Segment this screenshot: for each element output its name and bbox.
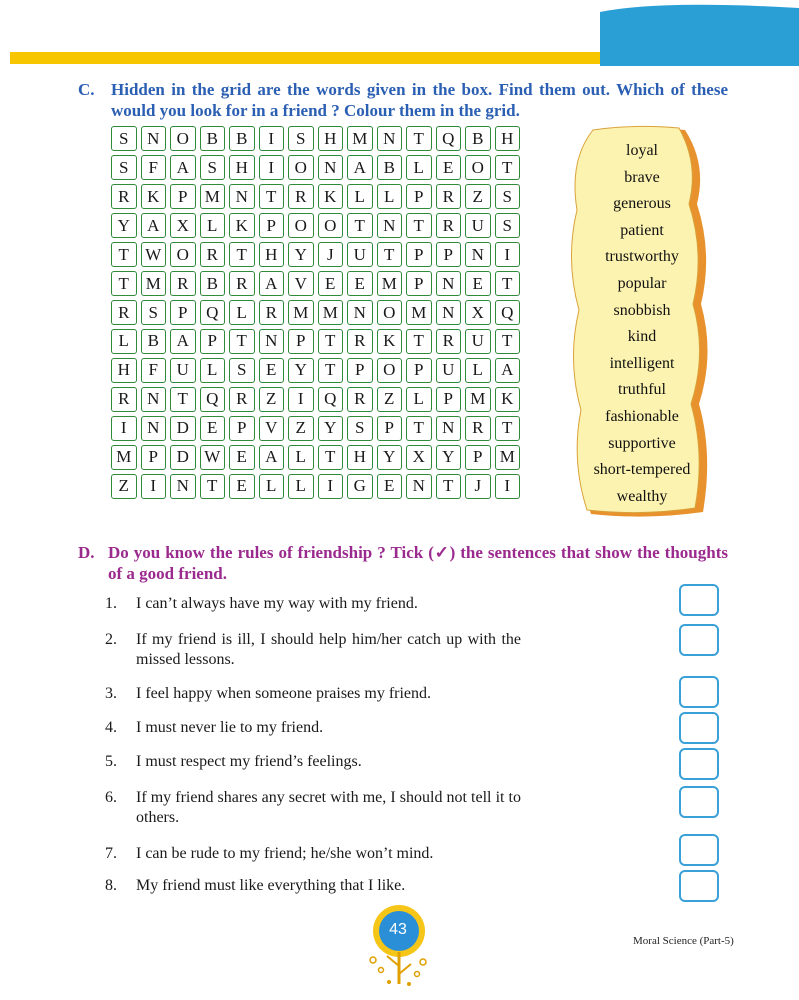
grid-cell[interactable]: H xyxy=(495,126,521,151)
grid-cell[interactable]: O xyxy=(465,155,491,180)
grid-cell[interactable]: H xyxy=(259,242,285,267)
grid-cell[interactable]: R xyxy=(347,329,373,354)
grid-cell[interactable]: J xyxy=(318,242,344,267)
page-number-badge xyxy=(359,904,439,994)
grid-cell[interactable]: E xyxy=(318,271,344,296)
grid-cell[interactable]: R xyxy=(229,271,255,296)
word-box-item: kind xyxy=(627,328,657,346)
grid-cell[interactable]: S xyxy=(200,155,226,180)
grid-cell[interactable]: N xyxy=(259,329,285,354)
grid-cell[interactable]: N xyxy=(465,242,491,267)
grid-cell[interactable]: N xyxy=(141,387,167,412)
grid-cell[interactable]: M xyxy=(141,271,167,296)
grid-cell[interactable]: Q xyxy=(318,387,344,412)
grid-cell[interactable]: Q xyxy=(436,126,462,151)
grid-cell[interactable]: I xyxy=(318,474,344,499)
grid-cell[interactable]: L xyxy=(229,300,255,325)
grid-cell[interactable]: L xyxy=(111,329,137,354)
grid-cell[interactable]: O xyxy=(288,155,314,180)
grid-cell[interactable]: E xyxy=(200,416,226,441)
statement-text: If my friend shares any secret with me, I should not tell it to others. xyxy=(136,789,521,826)
grid-cell[interactable]: S xyxy=(111,155,137,180)
grid-cell[interactable]: T xyxy=(318,358,344,383)
grid-cell[interactable]: P xyxy=(436,242,462,267)
section-c-text: Hidden in the grid are the words given in the box. Find them out. Which of these would you look for in a friend ? Colour them in the grid. xyxy=(111,80,728,120)
word-box-item: short-tempered xyxy=(593,461,691,479)
grid-cell[interactable]: R xyxy=(111,300,137,325)
grid-cell[interactable]: M xyxy=(200,184,226,209)
tick-box[interactable] xyxy=(679,676,719,708)
grid-cell[interactable]: R xyxy=(229,387,255,412)
grid-cell[interactable]: N xyxy=(318,155,344,180)
grid-cell[interactable]: T xyxy=(229,329,255,354)
grid-cell[interactable]: A xyxy=(141,213,167,238)
grid-cell[interactable]: F xyxy=(141,155,167,180)
word-box-item: brave xyxy=(624,168,660,186)
grid-cell[interactable]: I xyxy=(288,387,314,412)
grid-cell[interactable]: E xyxy=(229,445,255,470)
grid-cell[interactable]: V xyxy=(288,271,314,296)
grid-cell[interactable]: O xyxy=(377,358,403,383)
grid-cell[interactable]: M xyxy=(111,445,137,470)
grid-cell[interactable]: N xyxy=(436,271,462,296)
grid-cell[interactable]: U xyxy=(465,213,491,238)
grid-cell[interactable]: A xyxy=(170,329,196,354)
grid-cell[interactable]: O xyxy=(318,213,344,238)
grid-cell[interactable]: X xyxy=(465,300,491,325)
grid-cell[interactable]: H xyxy=(111,358,137,383)
grid-cell[interactable]: T xyxy=(170,387,196,412)
grid-cell[interactable]: P xyxy=(200,329,226,354)
word-box-item: truthful xyxy=(618,381,666,399)
grid-cell[interactable]: R xyxy=(111,184,137,209)
grid-cell[interactable]: J xyxy=(465,474,491,499)
word-box-item: intelligent xyxy=(609,354,675,372)
grid-cell[interactable]: R xyxy=(200,242,226,267)
grid-cell[interactable]: N xyxy=(141,416,167,441)
word-box-item: patient xyxy=(620,221,664,239)
grid-cell[interactable]: Y xyxy=(318,416,344,441)
grid-cell[interactable]: T xyxy=(406,416,432,441)
grid-cell[interactable]: P xyxy=(406,358,432,383)
grid-cell[interactable]: I xyxy=(111,416,137,441)
grid-cell[interactable]: N xyxy=(436,300,462,325)
grid-cell[interactable]: S xyxy=(288,126,314,151)
grid-cell[interactable]: N xyxy=(141,126,167,151)
grid-cell[interactable]: R xyxy=(288,184,314,209)
grid-cell[interactable]: P xyxy=(406,242,432,267)
grid-cell[interactable]: L xyxy=(288,474,314,499)
word-box xyxy=(567,124,717,524)
grid-cell[interactable]: Y xyxy=(436,445,462,470)
grid-cell[interactable]: R xyxy=(436,329,462,354)
grid-cell[interactable]: B xyxy=(377,155,403,180)
grid-cell[interactable]: L xyxy=(406,155,432,180)
grid-cell[interactable]: D xyxy=(170,445,196,470)
section-d-label: D. xyxy=(78,543,95,562)
section-d-heading xyxy=(78,542,728,586)
word-box-item: popular xyxy=(617,274,667,292)
grid-cell[interactable]: E xyxy=(377,474,403,499)
grid-cell[interactable]: K xyxy=(318,184,344,209)
grid-cell[interactable]: Q xyxy=(200,387,226,412)
statement-number: 1. xyxy=(105,595,117,612)
grid-cell[interactable]: L xyxy=(288,445,314,470)
grid-cell[interactable]: G xyxy=(347,474,373,499)
grid-cell[interactable]: N xyxy=(377,213,403,238)
footer-book-title: Moral Science (Part-5) xyxy=(633,935,734,947)
grid-cell[interactable]: T xyxy=(318,445,344,470)
grid-cell[interactable]: T xyxy=(406,126,432,151)
statement-number: 2. xyxy=(105,631,117,648)
grid-cell[interactable]: I xyxy=(141,474,167,499)
tick-box[interactable] xyxy=(679,870,719,902)
grid-cell[interactable]: M xyxy=(495,445,521,470)
grid-cell[interactable]: K xyxy=(229,213,255,238)
word-box-item: loyal xyxy=(626,142,658,159)
grid-cell[interactable]: I xyxy=(259,155,285,180)
grid-cell[interactable]: U xyxy=(347,242,373,267)
grid-cell[interactable]: N xyxy=(170,474,196,499)
grid-cell[interactable]: Z xyxy=(259,387,285,412)
grid-cell[interactable]: L xyxy=(465,358,491,383)
section-d-text: Do you know the rules of friendship ? Tick (✓) the sentences that show the thoughts of a good friend. xyxy=(108,543,728,583)
grid-cell[interactable]: H xyxy=(229,155,255,180)
grid-cell[interactable]: R xyxy=(465,416,491,441)
grid-cell[interactable]: N xyxy=(436,416,462,441)
grid-cell[interactable]: T xyxy=(347,213,373,238)
grid-cell[interactable]: P xyxy=(141,445,167,470)
grid-cell[interactable]: U xyxy=(170,358,196,383)
grid-cell[interactable]: V xyxy=(259,416,285,441)
grid-cell[interactable]: B xyxy=(465,126,491,151)
grid-cell[interactable]: Y xyxy=(377,445,403,470)
word-box-item: generous xyxy=(613,195,671,213)
grid-cell[interactable]: N xyxy=(406,474,432,499)
grid-cell[interactable]: A xyxy=(259,445,285,470)
grid-cell[interactable]: P xyxy=(377,416,403,441)
grid-cell[interactable]: A xyxy=(347,155,373,180)
grid-cell[interactable]: T xyxy=(495,271,521,296)
statement-text: I must respect my friend’s feelings. xyxy=(136,753,362,770)
statement-number: 6. xyxy=(105,789,117,806)
statement-number: 5. xyxy=(105,753,117,770)
page-number: 43 xyxy=(389,921,407,938)
grid-cell[interactable]: H xyxy=(347,445,373,470)
grid-cell[interactable]: I xyxy=(259,126,285,151)
grid-cell[interactable]: M xyxy=(288,300,314,325)
grid-cell[interactable]: M xyxy=(318,300,344,325)
tick-box[interactable] xyxy=(679,584,719,616)
grid-cell[interactable]: U xyxy=(465,329,491,354)
grid-cell[interactable]: S xyxy=(495,213,521,238)
tick-box[interactable] xyxy=(679,712,719,744)
tick-box[interactable] xyxy=(679,834,719,866)
grid-cell[interactable]: N xyxy=(377,126,403,151)
header-decoration xyxy=(0,0,799,70)
word-box-item: fashionable xyxy=(605,407,679,425)
grid-cell[interactable]: T xyxy=(111,271,137,296)
grid-cell[interactable]: T xyxy=(495,155,521,180)
grid-cell[interactable]: R xyxy=(436,184,462,209)
grid-cell[interactable]: X xyxy=(170,213,196,238)
section-c-heading xyxy=(78,79,728,123)
statement-text: I must never lie to my friend. xyxy=(136,719,324,736)
grid-cell[interactable]: R xyxy=(347,387,373,412)
grid-cell[interactable]: R xyxy=(111,387,137,412)
grid-cell[interactable]: A xyxy=(495,358,521,383)
section-c-label: C. xyxy=(78,80,95,99)
statement-number: 7. xyxy=(105,845,117,862)
grid-cell[interactable]: K xyxy=(377,329,403,354)
grid-cell[interactable]: Y xyxy=(288,242,314,267)
grid-cell[interactable]: L xyxy=(377,184,403,209)
grid-cell[interactable]: T xyxy=(406,329,432,354)
grid-cell[interactable]: Z xyxy=(288,416,314,441)
grid-cell[interactable]: A xyxy=(170,155,196,180)
grid-cell[interactable]: W xyxy=(141,242,167,267)
grid-cell[interactable]: D xyxy=(170,416,196,441)
tick-box[interactable] xyxy=(679,786,719,818)
grid-cell[interactable]: I xyxy=(495,474,521,499)
grid-cell[interactable]: P xyxy=(170,300,196,325)
statement-text: My friend must like everything that I like. xyxy=(136,877,406,894)
grid-cell[interactable]: R xyxy=(259,300,285,325)
grid-cell[interactable]: S xyxy=(347,416,373,441)
grid-cell[interactable]: T xyxy=(259,184,285,209)
statement-text: I feel happy when someone praises my friend. xyxy=(136,685,432,702)
grid-cell[interactable]: E xyxy=(259,358,285,383)
grid-cell[interactable]: M xyxy=(406,300,432,325)
grid-cell[interactable]: E xyxy=(229,474,255,499)
grid-cell[interactable]: X xyxy=(406,445,432,470)
grid-cell[interactable]: O xyxy=(170,126,196,151)
grid-cell[interactable]: B xyxy=(200,271,226,296)
grid-cell[interactable]: T xyxy=(229,242,255,267)
grid-cell[interactable]: K xyxy=(141,184,167,209)
grid-cell[interactable]: R xyxy=(170,271,196,296)
word-box-item: trustworthy xyxy=(605,248,679,266)
grid-cell[interactable]: E xyxy=(465,271,491,296)
grid-cell[interactable]: T xyxy=(377,242,403,267)
grid-cell[interactable]: Q xyxy=(200,300,226,325)
grid-cell[interactable]: T xyxy=(495,416,521,441)
grid-cell[interactable]: T xyxy=(318,329,344,354)
grid-cell[interactable]: P xyxy=(170,184,196,209)
grid-cell[interactable]: Q xyxy=(495,300,521,325)
word-box-item: snobbish xyxy=(613,301,671,319)
grid-cell[interactable]: L xyxy=(200,358,226,383)
statement-text: I can’t always have my way with my friend. xyxy=(136,595,418,612)
grid-cell[interactable]: S xyxy=(141,300,167,325)
grid-cell[interactable]: R xyxy=(436,213,462,238)
grid-cell[interactable]: P xyxy=(465,445,491,470)
grid-cell[interactable]: E xyxy=(347,271,373,296)
grid-cell[interactable]: A xyxy=(259,271,285,296)
word-search-grid xyxy=(111,126,520,528)
grid-cell[interactable]: K xyxy=(495,387,521,412)
grid-cell[interactable]: O xyxy=(170,242,196,267)
grid-cell[interactable]: I xyxy=(495,242,521,267)
grid-cell[interactable]: M xyxy=(347,126,373,151)
word-box-item: wealthy xyxy=(616,487,668,505)
statement-number: 4. xyxy=(105,719,117,736)
grid-cell[interactable]: O xyxy=(377,300,403,325)
grid-cell[interactable]: S xyxy=(111,126,137,151)
grid-cell[interactable]: L xyxy=(347,184,373,209)
grid-cell[interactable]: L xyxy=(406,387,432,412)
grid-cell[interactable]: N xyxy=(229,184,255,209)
grid-cell[interactable]: Y xyxy=(111,213,137,238)
grid-cell[interactable]: P xyxy=(229,416,255,441)
grid-cell[interactable]: E xyxy=(436,155,462,180)
grid-cell[interactable]: S xyxy=(495,184,521,209)
tick-box[interactable] xyxy=(679,748,719,780)
grid-cell[interactable]: B xyxy=(200,126,226,151)
statement-text: I can be rude to my friend; he/she won’t mind. xyxy=(136,845,434,862)
grid-cell[interactable]: L xyxy=(259,474,285,499)
grid-cell[interactable]: P xyxy=(259,213,285,238)
tick-box[interactable] xyxy=(679,624,719,656)
grid-cell[interactable]: T xyxy=(406,213,432,238)
grid-cell[interactable]: T xyxy=(200,474,226,499)
grid-cell[interactable]: T xyxy=(436,474,462,499)
grid-cell[interactable]: U xyxy=(436,358,462,383)
statement-number: 3. xyxy=(105,685,117,702)
grid-cell[interactable]: H xyxy=(318,126,344,151)
grid-cell[interactable]: Z xyxy=(465,184,491,209)
grid-cell[interactable]: Z xyxy=(111,474,137,499)
grid-cell[interactable]: P xyxy=(406,184,432,209)
grid-cell[interactable]: P xyxy=(347,358,373,383)
grid-cell[interactable]: L xyxy=(200,213,226,238)
grid-cell[interactable]: F xyxy=(141,358,167,383)
grid-cell[interactable]: N xyxy=(347,300,373,325)
statement-number: 8. xyxy=(105,877,117,894)
grid-cell[interactable]: S xyxy=(229,358,255,383)
grid-cell[interactable]: Z xyxy=(377,387,403,412)
grid-cell[interactable]: Y xyxy=(288,358,314,383)
grid-cell[interactable]: P xyxy=(436,387,462,412)
grid-cell[interactable]: P xyxy=(288,329,314,354)
grid-cell[interactable]: W xyxy=(200,445,226,470)
grid-cell[interactable]: T xyxy=(495,329,521,354)
word-box-item: supportive xyxy=(608,434,676,452)
grid-cell[interactable]: P xyxy=(406,271,432,296)
grid-cell[interactable]: M xyxy=(465,387,491,412)
statement-text: If my friend is ill, I should help him/her catch up with the missed lessons. xyxy=(136,631,521,668)
grid-cell[interactable]: O xyxy=(288,213,314,238)
grid-cell[interactable]: T xyxy=(111,242,137,267)
grid-cell[interactable]: B xyxy=(141,329,167,354)
grid-cell[interactable]: M xyxy=(377,271,403,296)
word-list xyxy=(567,138,717,510)
grid-cell[interactable]: B xyxy=(229,126,255,151)
